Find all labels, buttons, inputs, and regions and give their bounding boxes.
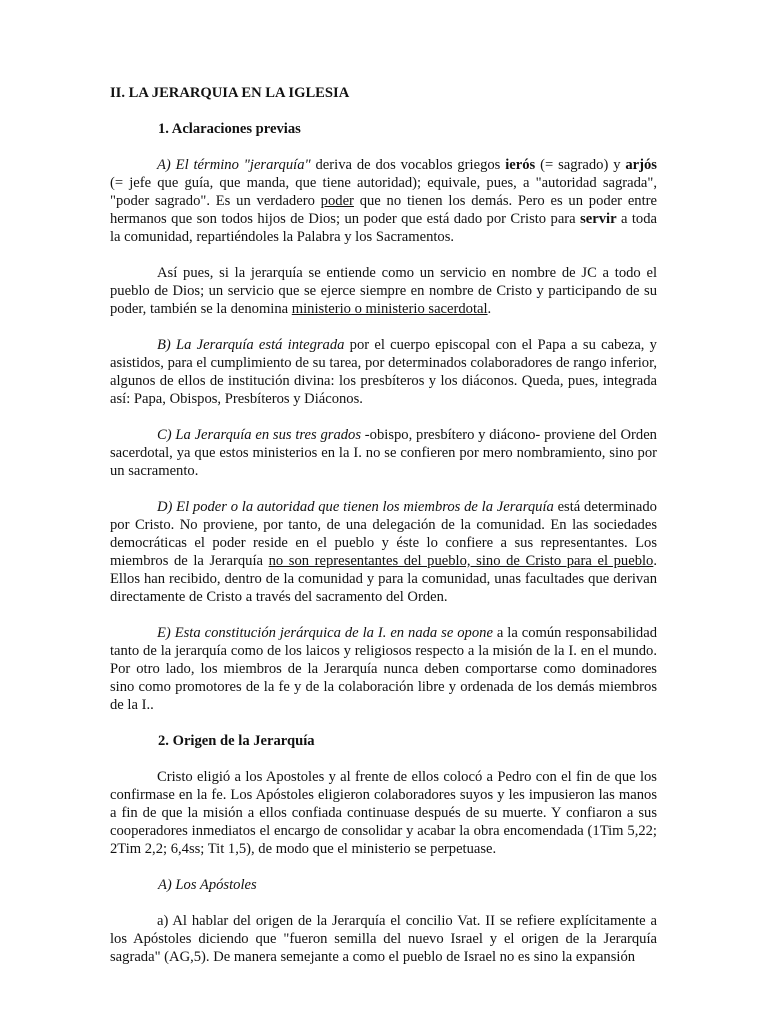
paragraph-a2 bbox=[110, 264, 657, 318]
document-title: II. LA JERARQUIA EN LA IGLESIA bbox=[110, 85, 350, 101]
text-span: está determinado por Cristo. No proviene, por tanto, de una delegación de la comunidad. En las sociedades democráticas el poder reside en el pueblo y éste lo confiere a sus representantes. Los miembros de la Jerarquía bbox=[110, 499, 657, 569]
underlined-representantes: no son representantes del pueblo, sino de Cristo para el pueblo bbox=[268, 553, 654, 569]
paragraph-c bbox=[110, 426, 657, 480]
text-span: Así pues, si la jerarquía se entiende como un servicio en nombre de JC a todo el pueblo de Dios; un servicio que se ejerce siempre en nombre de Cristo y participando de su poder, también se la denomina bbox=[110, 265, 657, 317]
text-span: que no tienen los demás. Pero es un poder entre hermanos que son todos hijos de Dios; un poder que está dado por Cristo para bbox=[110, 193, 657, 227]
text-span: por el cuerpo episcopal con el Papa a su cabeza, y asistidos, para el cumplimiento de su tarea, por determinados colaboradores de rango inferior, algunos de ellos de institución divina: los presbíteros y los diáconos. Queda, pues, integrada así: Papa, Obispos, Presbíteros y Diáconos. bbox=[110, 337, 657, 407]
term-servir: servir bbox=[580, 211, 617, 227]
paragraph-e-lead: E) Esta constitución jerárquica de la I. en nada se opone bbox=[157, 625, 493, 641]
text-span: . Ellos han recibido, dentro de la comunidad y para la comunidad, unas facultades que derivan directamente de Cristo a través del sacramento del Orden. bbox=[110, 553, 657, 605]
section-heading-aclaraciones: 1. Aclaraciones previas bbox=[158, 121, 301, 137]
paragraph-c-lead: C) La Jerarquía en sus tres grados bbox=[157, 427, 362, 443]
paragraph-apostoles: a) Al hablar del origen de la Jerarquía el concilio Vat. II se refiere explícitamente a los Apóstoles diciendo que "fueron semilla del nuevo Israel y el origen de la Jerarquía sagrada" (AG,5). De manera semejante a como el pueblo de Israel no es sino la expansión bbox=[110, 913, 657, 965]
text-span: a toda la comunidad, repartiéndoles la Palabra y los Sacramentos. bbox=[110, 211, 658, 245]
paragraph-a-lead: A) El término "jerarquía" bbox=[157, 157, 311, 173]
paragraph-b bbox=[110, 336, 657, 408]
term-ieros: ierós bbox=[505, 157, 536, 173]
underlined-poder: poder bbox=[320, 193, 354, 209]
text-span: a la común responsabilidad tanto de la jerarquía como de los laicos y religiosos respecto a la misión de la I. en el mundo. Por otro lado, los miembros de la Jerarquía nunca deben comportarse como dominadores sino como promotores de la fe y de la colaboración libre y ordenada de los demás miembros de la I.. bbox=[110, 625, 657, 713]
paragraph-a bbox=[110, 156, 657, 246]
paragraph-e bbox=[110, 624, 657, 714]
text-span: (= sagrado) y bbox=[535, 157, 626, 173]
text-span: -obispo, presbítero y diácono- proviene del Orden sacerdotal, ya que estos ministerios en la I. no se confieren por mero nombramiento, sino por un sacramento. bbox=[110, 427, 657, 479]
text-span: deriva de dos vocablos griegos bbox=[310, 157, 506, 173]
term-arjos: arjós bbox=[625, 157, 657, 173]
section-heading-origen: 2. Origen de la Jerarquía bbox=[158, 733, 315, 749]
text-span: (= jefe que guía, que manda, que tiene autoridad); equivale, pues, a "autoridad sagrada", "poder sagrado". Es un verdadero bbox=[110, 175, 657, 209]
underlined-ministerio: ministerio o ministerio sacerdotal bbox=[291, 301, 488, 317]
paragraph-d-lead: D) El poder o la autoridad que tienen los miembros de la Jerarquía bbox=[157, 499, 554, 515]
subheading-apostoles: A) Los Apóstoles bbox=[158, 877, 257, 893]
paragraph-b-lead: B) La Jerarquía está integrada bbox=[157, 337, 345, 353]
text-span: . bbox=[487, 301, 492, 317]
paragraph-d bbox=[110, 498, 657, 606]
paragraph-origen: Cristo eligió a los Apostoles y al frente de ellos colocó a Pedro con el fin de que los confirmase en la fe. Los Apóstoles eligieron colaboradores suyos y les impusieron las manos a fin de que la misión a ellos confiada continuase después de su muerte. Y confiaron a sus cooperadores inmediatos el encargo de consolidar y acabar la obra encomendada (1Tim 5,22; 2Tim 2,2; 6,4ss; Tit 1,5), de modo que el ministerio se perpetuase. bbox=[110, 769, 657, 857]
